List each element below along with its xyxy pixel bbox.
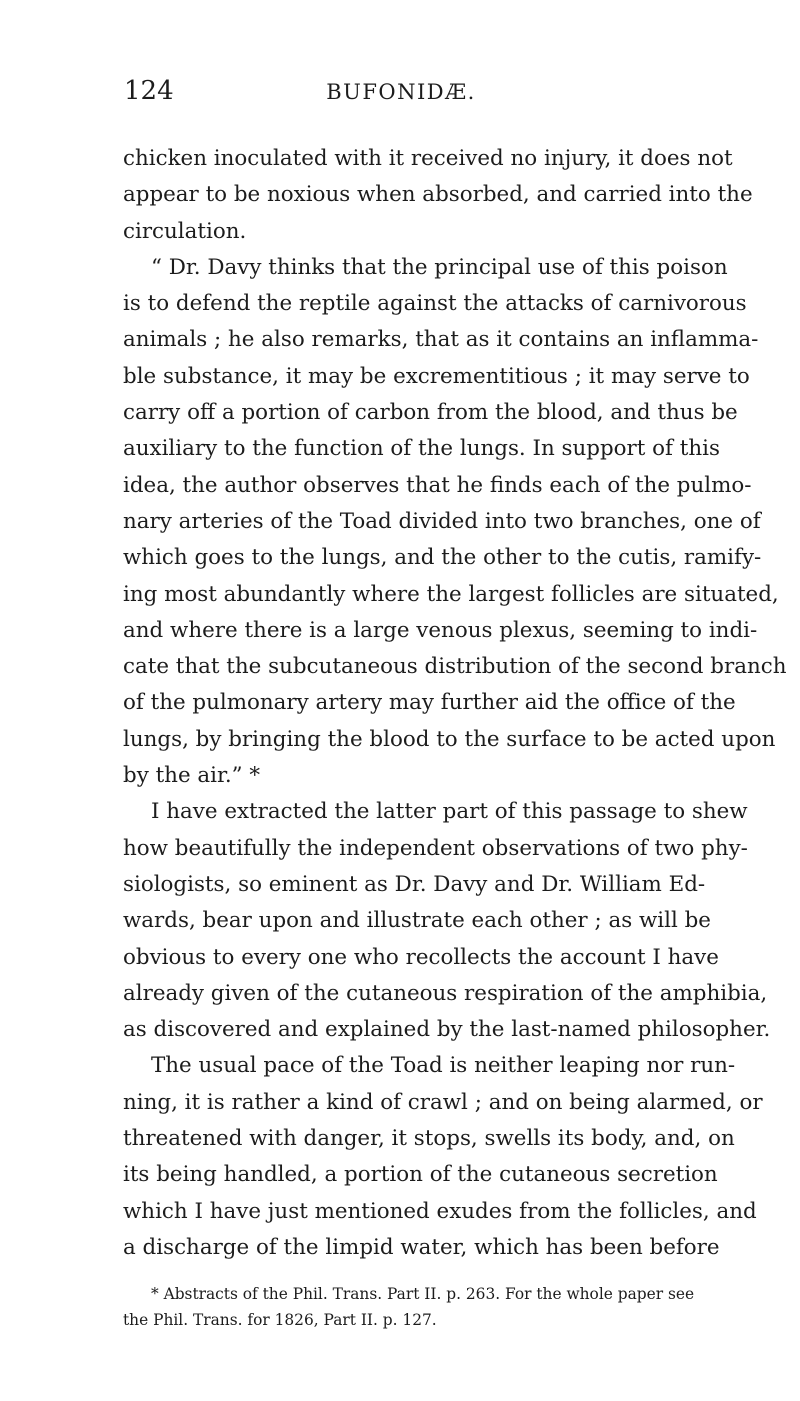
text-line: is to defend the reptile against the attacks of carnivorous: [123, 291, 747, 317]
text-line: chicken inoculated with it received no injury, it does not: [123, 146, 733, 171]
footnote-line: * Abstracts of the Phil. Trans. Part II. p. 263. For the whole paper see: [151, 1285, 695, 1303]
running-head: BUFONIDÆ.: [326, 80, 476, 104]
text-line: auxiliary to the function of the lungs. In support of this: [123, 436, 720, 462]
page-number: 124: [124, 76, 174, 106]
text-line: idea, the author observes that he finds each of the pulmo-: [123, 472, 752, 498]
text-line: animals ; he also remarks, that as it contains an inflamma-: [123, 327, 759, 353]
text-line: appear to be noxious when absorbed, and carried into the: [123, 182, 753, 208]
text-line: by the air.” *: [123, 763, 261, 789]
footnote-line: the Phil. Trans. for 1826, Part II. p. 127.: [123, 1311, 437, 1329]
text-line: carry off a portion of carbon from the blood, and thus be: [123, 400, 738, 426]
text-line: lungs, by bringing the blood to the surface to be acted upon: [123, 726, 776, 752]
text-line: The usual pace of the Toad is neither leaping nor run-: [151, 1053, 736, 1079]
text-line: its being handled, a portion of the cutaneous secretion: [123, 1162, 718, 1188]
text-line: already given of the cutaneous respiration of the amphibia,: [123, 980, 768, 1006]
text-line: ing most abundantly where the largest follicles are situated,: [123, 581, 779, 607]
text-line: ble substance, it may be excrementitious ; it may serve to: [123, 363, 750, 389]
text-line: threatened with danger, it stops, swells its body, and, on: [123, 1126, 735, 1152]
text-line: nary arteries of the Toad divided into two branches, one of: [123, 508, 761, 534]
text-line: how beautifully the independent observations of two phy-: [123, 835, 748, 861]
footnote: [123, 1281, 695, 1333]
text-line: circulation.: [123, 218, 247, 244]
text-line: wards, bear upon and illustrate each other ; as will be: [123, 908, 711, 934]
text-line: “ Dr. Davy thinks that the principal use of this poison: [151, 254, 728, 280]
text-line: which I have just mentioned exudes from the follicles, and: [123, 1198, 757, 1224]
text-line: obvious to every one who recollects the account I have: [123, 944, 719, 970]
text-line: of the pulmonary artery may further aid the office of the: [123, 690, 736, 716]
text-line: siologists, so eminent as Dr. Davy and Dr. William Ed-: [123, 871, 706, 897]
body-text: [123, 141, 787, 1266]
text-line: ning, it is rather a kind of crawl ; and on being alarmed, or: [123, 1089, 763, 1115]
text-line: a discharge of the limpid water, which has been before: [123, 1234, 720, 1260]
page-header: [124, 76, 678, 112]
text-line: I have extracted the latter part of this passage to shew: [151, 799, 748, 825]
text-line: which goes to the lungs, and the other to the cutis, ramify-: [123, 545, 762, 571]
text-line: as discovered and explained by the last-named philosopher.: [123, 1017, 771, 1043]
text-line: cate that the subcutaneous distribution of the second branch: [123, 654, 787, 680]
text-line: and where there is a large venous plexus, seeming to indi-: [123, 617, 758, 643]
